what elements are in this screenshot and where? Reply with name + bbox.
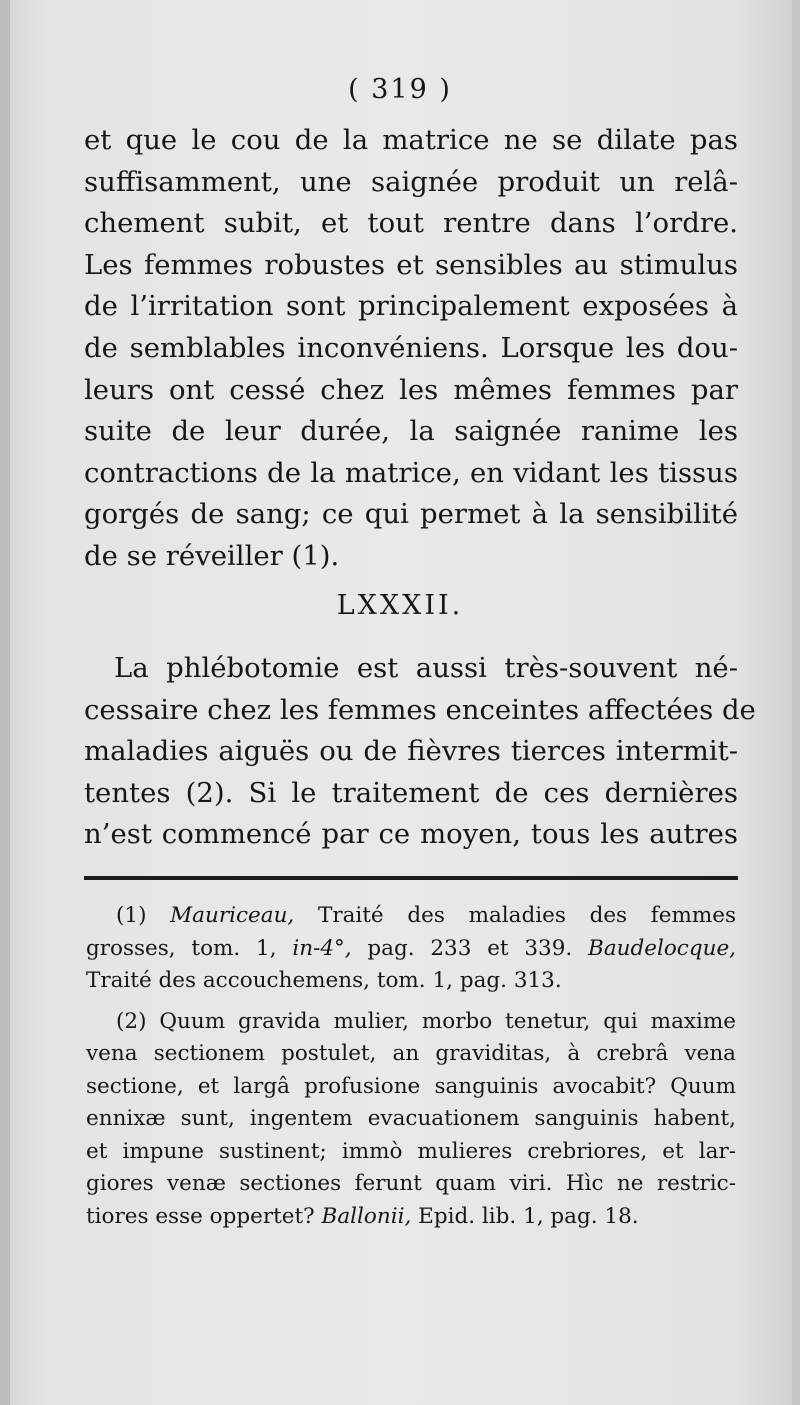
text-line: contractions de la matrice, en vidant les tissus [84,456,738,489]
section-heading: LXXXII. [336,590,464,621]
text-line: tentes (2). Si le traitement de ces dernières [84,776,738,809]
page-left-edge [0,0,10,1405]
footnote-2 [86,1006,736,1234]
footnote-separator-rule [84,876,738,880]
text-line: La phlébotomie est aussi très-souvent né- [114,652,738,684]
paragraph-2 [84,648,756,856]
footnote-line: sectione, et largâ profusione sanguinis avocabit? Quum [86,1073,736,1099]
footnote-text: Epid. lib. 1, pag. 18. [418,1203,639,1229]
text-line: leurs ont cessé chez les mêmes femmes par [84,373,738,406]
footnote-line: (2) Quum gravida mulier, morbo tenetur, qui maxime [116,1008,736,1034]
text-line: suite de leur durée, la saignée ranime les [84,415,738,448]
text-line: de semblables inconvéniens. Lorsque les dou- [84,331,738,364]
footnote-text: pag. 233 et 339. [367,935,573,961]
text-line: de l’irritation sont principalement exposées à [84,290,738,323]
text-line: et que le cou de la matrice ne se dilate pas [84,124,738,156]
footnote-text: Traité des maladies des femmes [317,903,736,928]
page-right-edge [792,0,800,1405]
footnote-line: et impune sustinent; immò mulieres crebriores, et lar- [86,1138,736,1164]
cited-author: Baudelocque, [588,935,736,961]
text-line: maladies aiguës ou de fièvres tierces intermit- [84,735,738,768]
footnotes [86,900,736,1241]
cited-author: Ballonii, [321,1203,412,1229]
footnote-1 [86,900,736,998]
footnote-line [86,933,736,966]
footnote-text: grosses, tom. 1, [86,935,277,961]
footnote-line [86,1201,736,1234]
footnote-text: tiores esse oppertet? [86,1203,315,1229]
page-number: ( 319 ) [348,74,452,105]
text-line: Les femmes robustes et sensibles au stimulus [84,248,738,281]
footnote-line [86,900,736,933]
text-line: cessaire chez les femmes enceintes affectées de [84,693,756,726]
text-line: de se réveiller (1). [84,539,340,572]
cited-author: Mauriceau, [170,903,295,928]
footnote-line: vena sectionem postulet, an graviditas, à crebrâ vena [86,1041,736,1066]
text-line: n’est commencé par ce moyen, tous les autres [84,818,738,851]
format-italic: in-4°, [292,935,352,961]
footnote-line: giores venæ sectiones ferunt quam viri. Hìc ne restric- [86,1171,736,1196]
footnote-line: ennixæ sunt, ingentem evacuationem sanguinis habent, [86,1106,736,1131]
text-line: suffisamment, une saignée produit un relâ- [84,165,738,198]
text-line: gorgés de sang; ce qui permet à la sensibilité [84,498,738,531]
paragraph-1 [84,120,738,578]
text-line: chement subit, et tout rentre dans l’ordre. [84,207,738,240]
footnote-line: Traité des accouchemens, tom. 1, pag. 313. [86,968,562,993]
footnote-marker: (1) [116,903,147,928]
